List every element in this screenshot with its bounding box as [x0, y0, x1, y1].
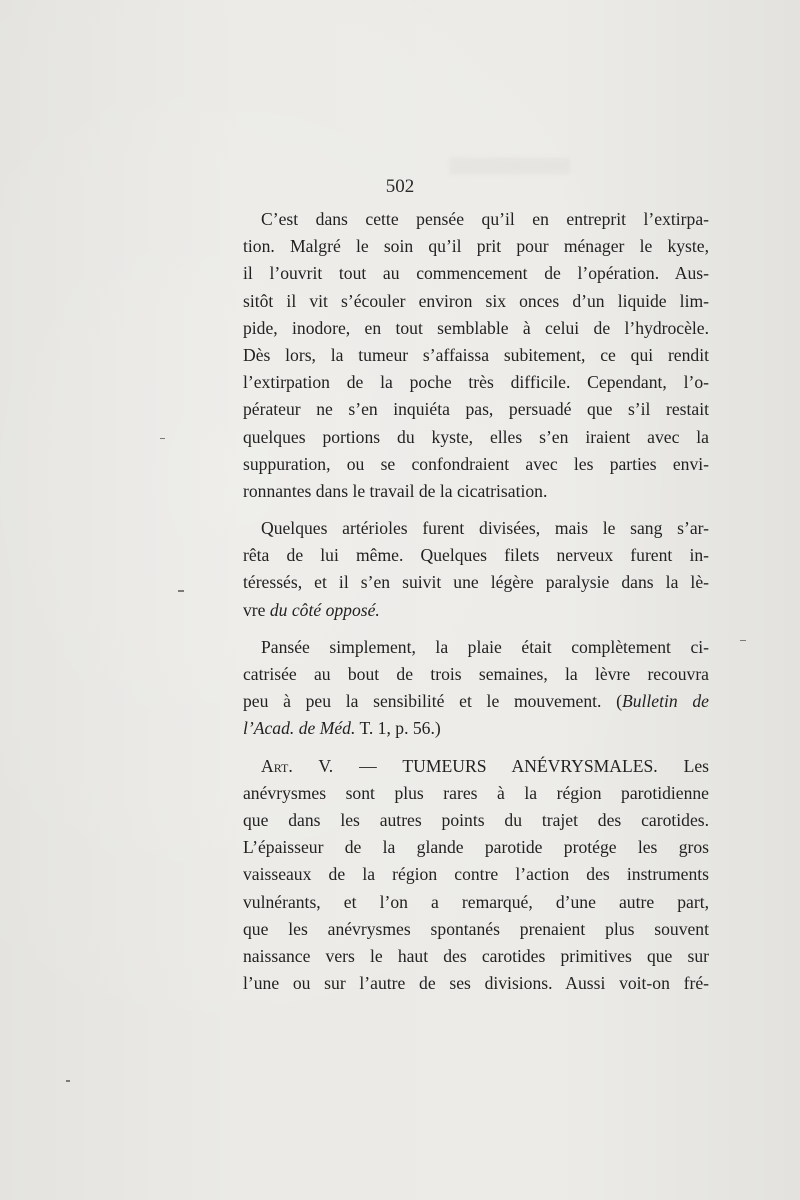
heading-dash: — — [333, 755, 403, 776]
article-number: Art. V. — [261, 755, 334, 776]
paper-speck — [178, 590, 184, 592]
text-line: vaisseaux de la région contre l’action des instruments — [243, 864, 709, 885]
text-fragment: Les — [657, 755, 710, 776]
text-line — [243, 715, 709, 742]
text-line: naissance vers le haut des carotides primitives que sur — [243, 945, 709, 966]
text-line: l’extirpation de la poche très difficile. Cependant, l’o- — [243, 372, 709, 393]
text-line: que les anévrysmes spontanés prenaient plus souvent — [243, 918, 709, 939]
paragraph-cicatrisation — [243, 634, 709, 743]
text-line: C’est dans cette pensée qu’il en entreprit l’extirpa- — [261, 209, 709, 229]
article-title: TUMEURS ANÉVRYSMALES. — [402, 755, 658, 776]
text-line: tion. Malgré le soin qu’il prit pour ménager le kyste, — [243, 236, 709, 257]
italic-fragment: du côté opposé. — [269, 599, 380, 620]
text-line: téressés, et il s’en suivit une légère paralysie dans la lè- — [243, 572, 709, 593]
text-line: ronnantes dans le travail de la cicatrisation. — [243, 480, 548, 501]
text-line: rêta de lui même. Quelques filets nerveux furent in- — [243, 545, 709, 566]
paragraph-tumeurs-anevrysmales — [243, 753, 709, 998]
text-line — [243, 597, 709, 624]
text-fragment: peu à peu la sensibilité et le mouvement. ( — [243, 691, 622, 712]
paragraph-arterioles — [243, 515, 709, 624]
paper-speck — [160, 438, 165, 439]
citation-italic: Bulletin de — [621, 691, 709, 712]
body-text — [243, 206, 709, 997]
text-line — [243, 688, 709, 715]
text-line: Pansée simplement, la plaie était complètement ci- — [261, 636, 709, 657]
show-through-stain — [450, 158, 570, 174]
paper-speck — [66, 1080, 70, 1082]
text-line: Quelques artérioles furent divisées, mais le sang s’ar- — [261, 518, 709, 539]
text-line: catrisée au bout de trois semaines, la lèvre recouvra — [243, 664, 709, 684]
text-line: l’une ou sur l’autre de ses divisions. Aussi voit-on fré- — [243, 973, 709, 994]
paragraph-extirpation — [243, 206, 709, 505]
citation-italic: l’Acad. de Méd. — [243, 718, 356, 739]
paper-speck — [740, 640, 746, 641]
text-line: quelques portions du kyste, elles s’en iraient avec la — [243, 426, 709, 447]
page-number: 502 — [385, 176, 415, 197]
text-line: vulnérants, et l’on a remarqué, d’une autre part, — [243, 891, 709, 912]
text-fragment: vre — [243, 599, 270, 620]
text-line: sitôt il vit s’écouler environ six onces d’un liquide lim- — [243, 290, 709, 311]
text-line: pide, inodore, en tout semblable à celui de l’hydrocèle. — [243, 317, 709, 338]
text-line: Dès lors, la tumeur s’affaissa subitement, ce qui rendit — [243, 344, 709, 365]
text-line: L’épaisseur de la glande parotide protége les gros — [243, 837, 709, 858]
section-heading-line — [243, 753, 709, 780]
text-line: il l’ouvrit tout au commencement de l’opération. Aus- — [243, 263, 709, 284]
text-line: suppuration, ou se confondraient avec les parties envi- — [243, 453, 709, 474]
text-line: anévrysmes sont plus rares à la région parotidienne — [243, 782, 709, 803]
text-fragment: T. 1, p. 56.) — [355, 718, 441, 739]
text-line: pérateur ne s’en inquiéta pas, persuadé que s’il restait — [243, 399, 709, 420]
text-line: que dans les autres points du trajet des carotides. — [243, 809, 709, 830]
